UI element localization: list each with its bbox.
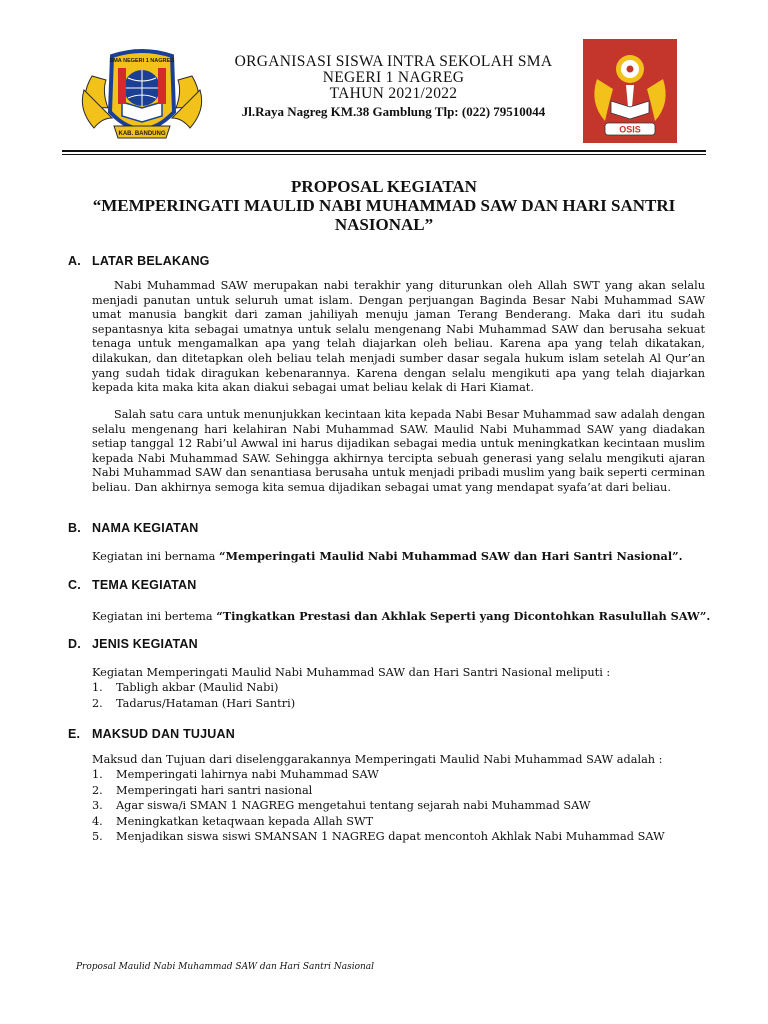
section-d-list [92,680,295,711]
section-c-letter: C. [68,578,81,592]
list-item-number: 2. [92,783,103,797]
list-item-number: 1. [92,768,103,781]
org-line-2: NEGERI 1 NAGREG [322,69,465,86]
section-e-intro: Maksud dan Tujuan dari diselenggarakannya Memperingati Maulid Nabi Muhammad SAW adalah : [92,753,663,766]
section-d-intro: Kegiatan Memperingati Maulid Nabi Muhammad SAW dan Hari Santri Nasional meliputi : [92,666,611,679]
section-b-title: NAMA KEGIATAN [92,521,199,535]
section-c-value: “Tingkatkan Prestasi dan Akhlak Seperti yang Dicontohkan Rasulullah SAW”. [216,609,711,623]
title-line-1: PROPOSAL KEGIATAN [291,177,477,196]
section-e-list [92,767,665,845]
section-d-heading [68,637,198,651]
section-e-title: MAKSUD DAN TUJUAN [92,727,235,741]
year-line: TAHUN 2021/2022 [329,85,458,102]
section-a-paragraph-1-text: Nabi Muhammad SAW merupakan nabi terakhir yang diturunkan oleh Allah SWT yang akan selalu menjadi panutan untuk seluruh umat islam. Dengan perjuangan Baginda Besar Nabi Muhammad SAW umat manusia bangkit dari zaman jahiliyah menuju jaman Terang Benderang. Maka dari itu sudah sepantasnya kita sebagai umatnya untuk selalu mengenang Nabi Muhammad SAW dan berusaha sekuat tenaga untuk mengamalkan apa yang telah diajarkan oleh beliau. Karena apa yang telah dikatakan, dilakukan, dan ditetapkan oleh beliau telah menjadi sumber dasar segala hukum islam setelah Al Qur’an yang sudah tidak diragukan kebenarannya. Karena dengan selalu mengikuti apa yang telah diajarkan kepada kita maka kita akan diakui sebagai umat beliau kelak di Hari Kiamat. [92,279,705,395]
list-item-text: Memperingati lahirnya nabi Muhammad SAW [116,768,379,781]
section-a-letter: A. [68,254,81,268]
list-item-text: Memperingati hari santri nasional [116,783,313,797]
section-d-title: JENIS KEGIATAN [92,637,198,651]
list-item-text: Menjadikan siswa siswi SMANSAN 1 NAGREG dapat mencontoh Akhlak Nabi Muhammad SAW [116,830,665,843]
section-a-heading [68,254,210,268]
list-item [92,680,295,696]
title-line-2: “MEMPERINGATI MAULID NABI MUHAMMAD SAW DAN HARI SANTRI [92,196,676,215]
section-c-title: TEMA KEGIATAN [92,578,197,592]
section-c-prefix: Kegiatan ini bertema [92,610,217,623]
osis-logo-text: OSIS [619,124,641,135]
list-item [92,767,665,783]
title-line-3: NASIONAL” [334,215,434,234]
osis-emblem-icon [583,39,677,143]
left-logo-top-text: SMA NEGERI 1 NAGREG [109,58,175,64]
section-b-prefix: Kegiatan ini bernama [92,550,220,563]
page-footer: Proposal Maulid Nabi Muhammad SAW dan Hari Santri Nasional [76,962,375,972]
section-a-paragraph-2 [92,408,705,496]
list-item-text: Tabligh akbar (Maulid Nabi) [116,681,279,694]
list-item [92,814,665,830]
list-item [92,696,295,712]
list-item [92,783,665,799]
section-d-letter: D. [68,637,81,651]
letterhead [206,54,581,120]
section-b-letter: B. [68,521,81,535]
left-logo-bottom-text: KAB. BANDUNG [118,131,166,137]
list-item-text: Tadarus/Hataman (Hari Santri) [116,696,296,710]
list-item-number: 3. [92,799,103,812]
list-item-number: 5. [92,830,103,843]
section-b-heading [68,521,199,535]
section-e-heading [68,727,235,741]
list-item-number: 1. [92,681,103,694]
section-c-text [92,609,710,623]
list-item-text: Agar siswa/i SMAN 1 NAGREG mengetahui tentang sejarah nabi Muhammad SAW [116,799,591,812]
org-line-1: ORGANISASI SISWA INTRA SEKOLAH SMA [234,53,553,70]
list-item-number: 4. [92,814,103,828]
section-a-title: LATAR BELAKANG [92,254,210,268]
letterhead-rule-thin [62,154,706,155]
section-b-value: “Memperingati Maulid Nabi Muhammad SAW dan Hari Santri Nasional”. [219,549,683,563]
section-c-heading [68,578,196,592]
list-item [92,798,665,814]
section-a-paragraph-2-text: Salah satu cara untuk menunjukkan kecintaan kita kepada Nabi Besar Muhammad saw adalah dengan selalu mengenang hari kelahiran Nabi Muhammad SAW. Maulid Nabi Muhammad SAW yang diadakan setiap tanggal 12 Rabi’ul Awwal ini harus dijadikan sebagai media untuk meningkatkan kecintaan muslim kepada Nabi Muhammad SAW. Sehingga akhirnya tercipta sebuah generasi yang selalu mengikuti ajaran Nabi Muhammad SAW dan senantiasa berusaha untuk menjadi pribadi muslim yang baik seperti cerminan beliau. Dan akhirnya semoga kita semua dijadikan sebagai umat yang mendapat syafa’at dari beliau. [92,408,705,494]
school-emblem-icon [78,46,206,150]
section-e-letter: E. [68,727,81,741]
letterhead-rule-thick [62,150,706,152]
section-a-paragraph-1 [92,279,705,396]
list-item [92,829,665,845]
proposal-title [62,177,706,234]
section-b-text [92,549,683,563]
list-item-text: Meningkatkan ketaqwaan kepada Allah SWT [116,814,374,828]
list-item-number: 2. [92,696,103,710]
school-address: Jl.Raya Nagreg KM.38 Gamblung Tlp: (022) 79510044 [241,104,546,119]
